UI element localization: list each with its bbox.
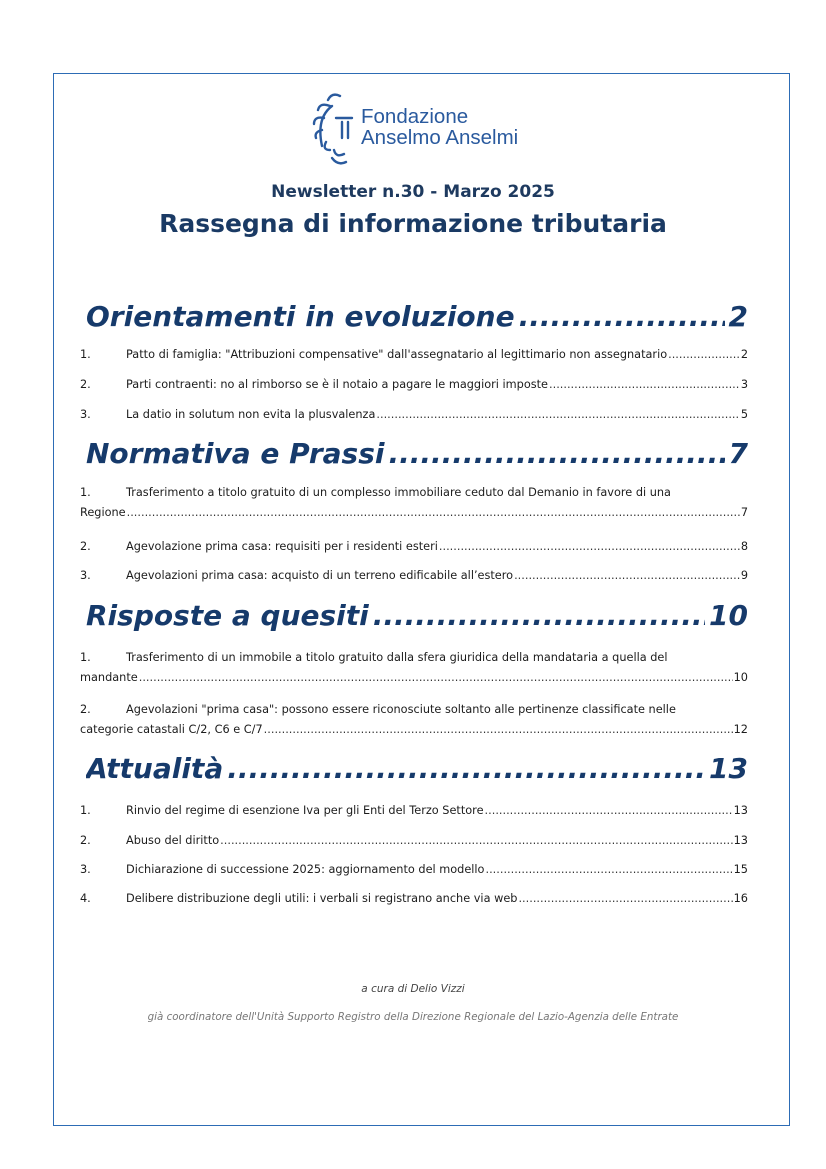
entry-page: 9 [740, 569, 748, 582]
toc-section-heading[interactable] [86, 437, 748, 477]
entry-page: 13 [733, 834, 748, 847]
toc-section-heading[interactable] [86, 752, 748, 792]
leader-dots [373, 599, 705, 632]
leader-dots [519, 300, 725, 333]
entry-page: 3 [740, 378, 748, 391]
toc-entry[interactable] [80, 651, 748, 687]
entry-title: Dichiarazione di successione 2025: aggiornamento del modello [126, 863, 485, 876]
entry-page: 7 [740, 506, 748, 519]
entry-number: 1. [80, 651, 91, 664]
entry-page: 12 [733, 723, 748, 736]
section-title: Normativa e Prassi [86, 437, 385, 470]
entry-title: Agevolazioni "prima casa": possono essere riconosciute soltanto alle pertinenze classificate nelle [126, 703, 676, 716]
entry-number: 2. [80, 834, 91, 847]
leader-dots [220, 834, 732, 847]
toc-entry[interactable] [80, 703, 748, 739]
toc-entry[interactable] [80, 408, 748, 424]
toc-entry[interactable] [80, 486, 748, 522]
entry-title: Patto di famiglia: "Attribuzioni compensative" dall'assegnatario al legittimario non assegnatario [126, 348, 668, 361]
entry-number: 1. [80, 486, 91, 499]
toc-entry[interactable] [80, 569, 748, 585]
toc-entry[interactable] [80, 378, 748, 394]
leader-dots [264, 723, 733, 736]
entry-number: 2. [80, 703, 91, 716]
org-name-line1: Fondazione [361, 105, 469, 128]
entry-title-continued: Regione [80, 506, 126, 519]
section-page: 10 [709, 599, 748, 632]
leader-dots [227, 752, 705, 785]
entry-number: 3. [80, 569, 91, 582]
leader-dots [485, 863, 732, 876]
entry-page: 2 [740, 348, 748, 361]
toc-section-heading[interactable] [86, 599, 748, 639]
entry-page: 15 [733, 863, 748, 876]
toc-entry[interactable] [80, 834, 748, 850]
curator-role: già coordinatore dell'Unità Supporto Registro della Direzione Regionale del Lazio-Agenzia delle Entrate [147, 1011, 679, 1023]
leader-dots [518, 892, 732, 905]
toc-entry[interactable] [80, 540, 748, 556]
entry-title: Parti contraenti: no al rimborso se è il notaio a pagare le maggiori imposte [126, 378, 549, 391]
curator-credit: a cura di Delio Vizzi [361, 983, 465, 995]
leader-dots [388, 437, 724, 470]
org-name-line2: Anselmo Anselmi [361, 126, 519, 149]
section-page: 7 [728, 437, 748, 470]
entry-number: 3. [80, 863, 91, 876]
leader-dots [439, 540, 740, 553]
toc-entry[interactable] [80, 348, 748, 364]
entry-title-continued: mandante [80, 671, 138, 684]
entry-page: 13 [733, 804, 748, 817]
entry-title: Delibere distribuzione degli utili: i verbali si registrano anche via web [126, 892, 518, 905]
leader-dots [139, 671, 733, 684]
toc-entry[interactable] [80, 804, 748, 820]
leader-dots [376, 408, 739, 421]
entry-title: Abuso del diritto [126, 834, 220, 847]
entry-title: La datio in solutum non evita la plusvalenza [126, 408, 376, 421]
entry-number: 2. [80, 540, 91, 553]
entry-title: Trasferimento a titolo gratuito di un complesso immobiliare ceduto dal Demanio in favore di una [126, 486, 671, 499]
toc-entry[interactable] [80, 892, 748, 908]
entry-number: 1. [80, 804, 91, 817]
section-title: Orientamenti in evoluzione [86, 300, 515, 333]
leader-dots [549, 378, 740, 391]
document-title: Rassegna di informazione tributaria [159, 209, 667, 238]
leader-dots [127, 506, 740, 519]
section-title: Risposte a quesiti [86, 599, 369, 632]
entry-title-continued: categorie catastali C/2, C6 e C/7 [80, 723, 263, 736]
entry-title: Trasferimento di un immobile a titolo gratuito dalla sfera giuridica della mandataria a quella del [126, 651, 668, 664]
entry-title: Agevolazioni prima casa: acquisto di un terreno edificabile all’estero [126, 569, 514, 582]
entry-title: Rinvio del regime di esenzione Iva per gli Enti del Terzo Settore [126, 804, 484, 817]
entry-number: 1. [80, 348, 91, 361]
leader-dots [668, 348, 740, 361]
leader-dots [485, 804, 733, 817]
entry-number: 2. [80, 378, 91, 391]
entry-page: 8 [740, 540, 748, 553]
toc-entry[interactable] [80, 863, 748, 879]
newsletter-issue: Newsletter n.30 - Marzo 2025 [271, 182, 555, 202]
entry-title: Agevolazione prima casa: requisiti per i residenti esteri [126, 540, 438, 553]
entry-page: 10 [733, 671, 748, 684]
entry-number: 4. [80, 892, 91, 905]
entry-page: 5 [740, 408, 748, 421]
section-page: 2 [728, 300, 748, 333]
entry-page: 16 [733, 892, 748, 905]
section-title: Attualità [86, 752, 224, 785]
section-page: 13 [709, 752, 748, 785]
toc-section-heading[interactable] [86, 300, 748, 340]
entry-number: 3. [80, 408, 91, 421]
leader-dots [514, 569, 740, 582]
org-logo-text [361, 106, 518, 148]
